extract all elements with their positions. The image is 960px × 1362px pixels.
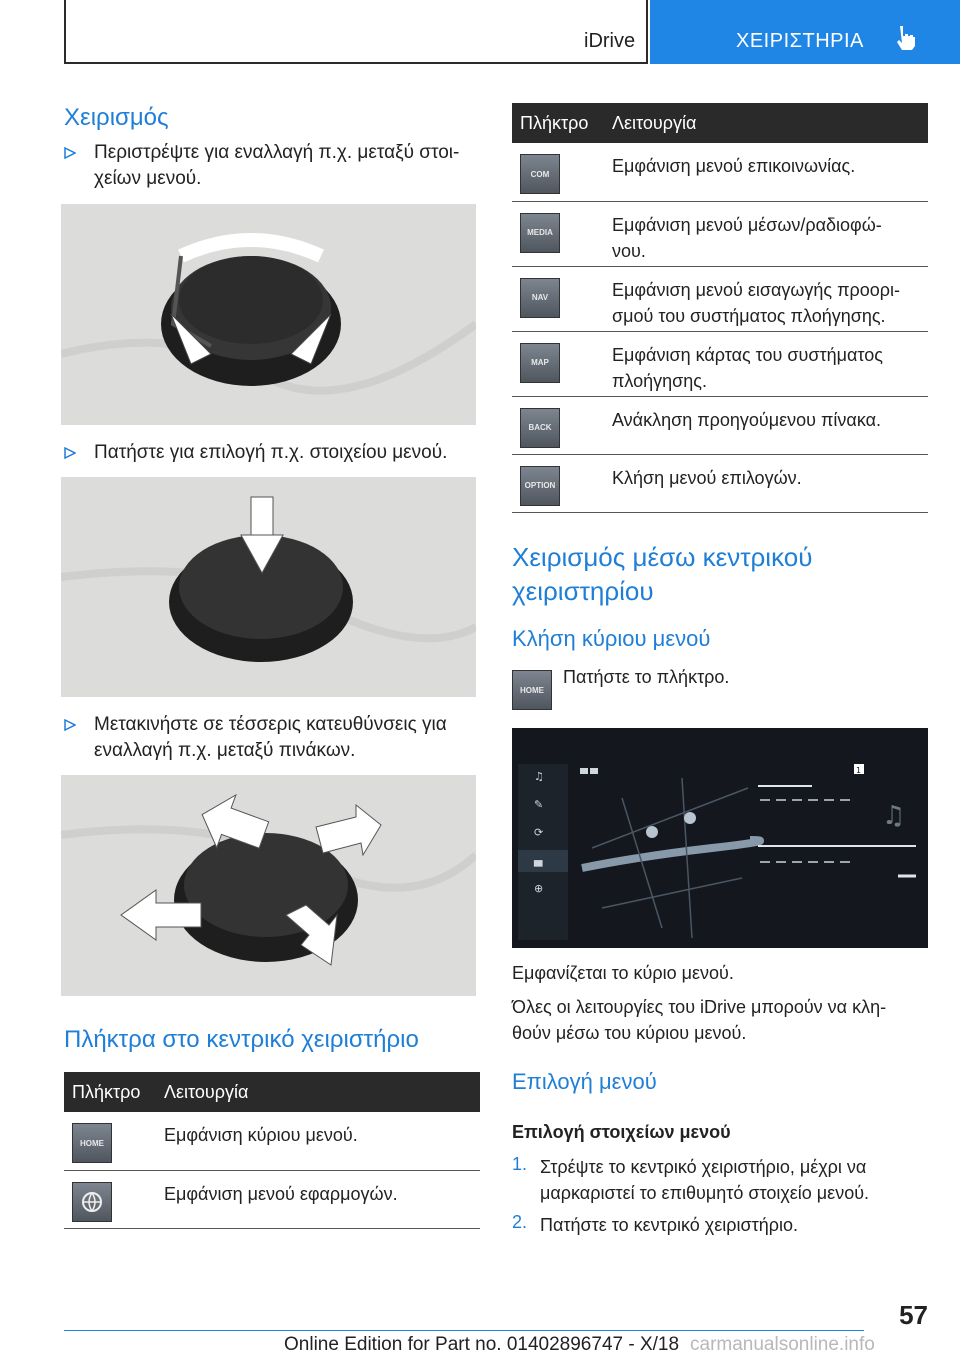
heading-keys: Πλήκτρα στο κεντρικό χειριστήριο xyxy=(64,1026,419,1053)
row-function: Εμφάνιση μενού εισαγωγής προορι- σμού του συστήματος πλοήγησης. xyxy=(612,279,901,326)
globe-icon xyxy=(80,1190,104,1214)
table-row xyxy=(512,143,928,201)
main-menu-screen-image xyxy=(512,728,928,948)
step-number: 1. xyxy=(512,1154,528,1174)
map-key-image: MAP xyxy=(520,343,560,383)
svg-text:♫: ♫ xyxy=(534,770,544,783)
svg-text:♫: ♫ xyxy=(882,801,906,831)
com-key-image: COM xyxy=(520,154,560,194)
home-key-image: HOME xyxy=(72,1123,112,1163)
triangle-bullet-icon xyxy=(64,147,76,159)
heading-central-control: Χειρισμός μέσω κεντρικού χειριστηρίου xyxy=(512,542,813,606)
apps-key-image xyxy=(72,1182,112,1222)
row-function: Εμφάνιση κύριου μενού. xyxy=(164,1125,358,1145)
page-number: 57 xyxy=(899,1300,928,1330)
step-number: 2. xyxy=(512,1212,528,1232)
footer-watermark: carmanualsonline.info xyxy=(690,1334,875,1355)
home-press-text: Πατήστε το πλήκτρο. xyxy=(563,667,730,687)
step-text: Πατήστε το κεντρικό χειριστήριο. xyxy=(540,1215,798,1235)
bullet-text: Μετακινήστε σε τέσσερις κατευθύνσεις για εναλλαγή π.χ. μεταξύ πινάκων. xyxy=(94,714,447,761)
footer-edition: Online Edition for Part no. 01402896747 - X/18 xyxy=(284,1334,680,1355)
footer-rule xyxy=(64,1330,864,1331)
left-keys-table xyxy=(64,1072,480,1229)
table-row xyxy=(512,454,928,512)
hand-pointer-icon xyxy=(896,24,918,50)
table-row xyxy=(512,266,928,331)
all-functions-text: Όλες οι λειτουργίες του iDrive μπορούν να κλη- θούν μέσω του κύριου μενού. xyxy=(512,997,887,1043)
svg-text:⊕: ⊕ xyxy=(534,882,544,895)
bullet-text: Περιστρέψτε για εναλλαγή π.χ. μεταξύ στοι- χείων μενού. xyxy=(94,142,460,189)
header-tab-label: ΧΕΙΡΙΣΤΗΡΙΑ xyxy=(736,30,864,52)
heading-operation: Χειρισμός xyxy=(64,104,169,131)
table-row xyxy=(64,1112,480,1170)
table-row xyxy=(64,1170,480,1228)
step-text: Στρέψτε το κεντρικό χειριστήριο, μέχρι να μαρκαριστεί το επιθυμητό στοιχείο μενού. xyxy=(540,1157,870,1203)
heading-select-items: Επιλογή στοιχείων μενού xyxy=(512,1122,731,1142)
triangle-bullet-icon xyxy=(64,719,76,731)
header-section: iDrive xyxy=(584,30,636,52)
controller-press-image xyxy=(61,477,476,697)
heading-select-menu: Επιλογή μενού xyxy=(512,1069,657,1094)
right-keys-table xyxy=(512,103,928,513)
back-key-image: BACK xyxy=(520,408,560,448)
screen-badge: 1 xyxy=(856,766,862,775)
header-tab[interactable] xyxy=(650,0,960,64)
option-key-image: OPTION xyxy=(520,466,560,506)
col-key: Πλήκτρο xyxy=(512,103,612,143)
main-menu-shown-text: Εμφανίζεται το κύριο μενού. xyxy=(512,963,734,983)
controller-rotate-image xyxy=(61,204,476,425)
triangle-bullet-icon xyxy=(64,447,76,459)
row-function: Εμφάνιση μενού μέσων/ραδιοφώ- νου. xyxy=(612,214,882,261)
svg-text:▄: ▄ xyxy=(534,854,543,867)
controller-move-image xyxy=(61,775,476,996)
bullet-move xyxy=(64,712,484,768)
table-row xyxy=(512,331,928,396)
bullet-text: Πατήστε για επιλογή π.χ. στοιχείου μενού. xyxy=(94,442,448,463)
col-function: Λειτουργία xyxy=(612,103,928,143)
row-function: Εμφάνιση κάρτας του συστήματος πλοήγησης. xyxy=(612,344,883,391)
header-frame xyxy=(64,0,648,64)
bullet-rotate xyxy=(64,140,484,196)
svg-text:⟳: ⟳ xyxy=(534,826,544,839)
col-key: Πλήκτρο xyxy=(64,1072,164,1112)
home-key-image: HOME xyxy=(512,670,552,710)
bullet-press xyxy=(64,440,484,468)
row-function: Κλήση μενού επιλογών. xyxy=(612,467,802,488)
col-function: Λειτουργία xyxy=(164,1072,480,1112)
row-function: Ανάκληση προηγούμενου πίνακα. xyxy=(612,409,882,430)
media-key-image: MEDIA xyxy=(520,213,560,253)
svg-text:✎: ✎ xyxy=(534,798,544,811)
table-row xyxy=(512,201,928,266)
row-function: Εμφάνιση μενού εφαρμογών. xyxy=(164,1183,398,1204)
nav-key-image: NAV xyxy=(520,278,560,318)
table-row xyxy=(512,396,928,454)
heading-main-menu: Κλήση κύριου μενού xyxy=(512,626,711,651)
row-function: Εμφάνιση μενού επικοινωνίας. xyxy=(612,156,856,176)
